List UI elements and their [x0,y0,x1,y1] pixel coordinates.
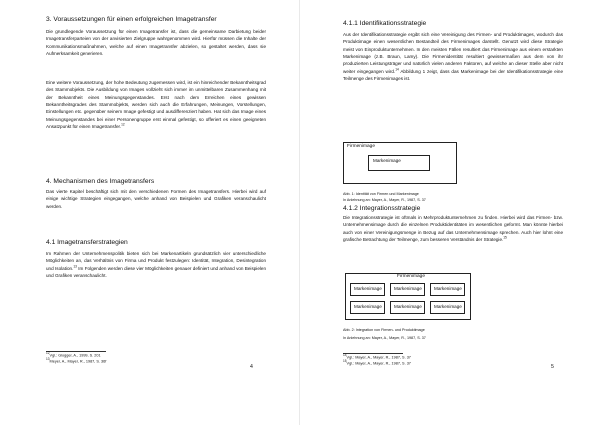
footnote-12 [46,353,101,358]
footnote-14 [343,355,411,360]
figure-2-markenimage-box-2 [390,283,425,296]
footnote-separator [46,351,106,352]
right-page [300,0,600,425]
section-4-1-1-paragraph [343,31,563,82]
figure-2-source: In Anlehnung an: Mayer, A., Mayer, R., 1987, S. 37 [343,336,426,340]
footnote-ref-14: 14 [395,67,399,72]
figure-2-cell-label: Markenimage [434,286,462,291]
figure-2-outer-label: Firmenimage [397,274,425,279]
section-3-paragraph-2-text: Eine weitere Voraussetzung, der hohe Bedeutung zugemessen wird, ist ein hinreichender Bekanntheitsgrad des Stammobjekts. Die Ausbildung von Images vollzieht sich immer im unmittelbaren Zusammenhang mit der Bekanntheit eines Meinungsgegenstandes. Erst nach dem Erreichen eines gewissen Bekanntheitsgrades des Stammobjekts, werden sich auch die Erfahrungen, Meinungen, Vorstellungen, Einstellungen etc. gegenüber seinem Image gefestigt und ausdifferenziert haben. Hat sich das Image eines Meinungsgegenstandes bei einer Personengruppe erst einmal gefestigt, so offeriert es einen geeigneten Ansatzpunkt für einen Imagetransfer. [46,80,266,130]
footnote-separator [343,353,403,354]
section-4-paragraph: Das vierte Kapitel beschäftigt sich mit den verschiedenen Formen des Imagetransfers. Hierbei wird auf einige wichtige Strategien eingegangen, welche anhand von Beispielen und Grafiken veranschaulicht werden. [46,189,266,209]
figure-2-cell-label: Markenimage [354,304,382,309]
figure-1-markenimage-box [368,155,430,171]
section-3-paragraph-1: Die grundlegende Voraussetzung für einen Imagetransfer ist, dass die gemeinsame Darbietung beider Imagetransferparteien von der anvisierten Zielgruppe wahrgenommen wird. Hierfür müssen die Inhalte der Kommunikationsmaßnahmen, welche auf einen Imagetransfer abzielen, so gestaltet werden, dass sie Aufmerksamkeit generieren. [46,29,266,57]
figure-2-firmenimage-box [345,273,471,320]
figure-1-outer-label: Firmenimage [347,144,375,149]
footnote-13 [46,359,106,364]
figure-1-caption: Abb. 1: Identität von Firmen und Markenimage [343,192,419,196]
figure-1-source: In Anlehnung an: Mayer, A., Mayer, R., 1987, S. 37 [343,198,426,202]
section-4-1-1-paragraph-tail: Abbildung 1 zeigt, dass das Markenimage bei der Identifikationsstrategie eine Teilmenge des Firmenimages ist. [343,68,563,82]
left-page-body [46,16,266,386]
section-4-1-paragraph [46,250,266,279]
section-4-1-2-paragraph [343,214,563,243]
figure-1-firmenimage-box [343,142,457,184]
footnote-14-number: 14 [343,353,347,357]
section-4-1-2-heading: 4.1.2 Integrationsstrategie [343,205,421,212]
section-4-heading: 4. Mechanismen des Imagetransfers [46,178,155,185]
figure-2-markenimage-box-3 [430,283,465,296]
section-4-1-1-paragraph-text: Aus der Identifikationsstrategie ergibt sich eine Vereinigung des Firmen- und Produktimages, wodurch das Produktimage einen wesentlichen Bestandteil des Firmenimages darstellt. Genutzt wird diese Strategie meist von Einproduktunternehmen. In den meisten Fällen resultiert das Firmenimage aus einem erstarkten Markenimage (z.B. Braun, Lamy). Die Firmenidentität resultiert gewissermaßen aus dem von ihr produzierten Leistungsträger und natürlich vielen anderen Faktoren, auf welche an dieser Stelle aber nicht weiter eingegangen wird. [343,32,563,74]
section-4-1-paragraph-tail: Im Folgenden werden diese vier Möglichkeiten genauer definiert und anhand von Beispielen und Grafiken veranschaulicht. [46,265,267,279]
footnote-ref-15: 15 [503,235,507,240]
figure-2-markenimage-box-5 [390,301,425,314]
section-4-1-paragraph-text: Im Rahmen der Unternehmenspolitik bieten sich bei Markenartikeln grundsätzlich vier unterschiedliche Möglichkeiten an, das Verhältnis von Firma und Produkt festzulegen: Identität, Integration, Desintegration und Isolation. [46,251,266,271]
footnote-15-number: 15 [343,359,347,363]
section-4-1-heading: 4.1 Imagetransferstrategien [46,239,128,246]
figure-2-cell-label: Markenimage [394,286,422,291]
figure-2-caption: Abb. 2: Integration von Firmen- und Produktimage [343,328,425,332]
figure-2-cell-label: Markenimage [394,304,422,309]
figure-2-cell-label: Markenimage [354,286,382,291]
footnote-13-number: 13 [46,357,50,361]
footnote-15-text: Vgl.: Mayer, A., Mayer, R., 1987, S. 37 [346,361,411,366]
figure-1-inner-label: Markenimage [373,158,401,163]
footnote-12-number: 12 [46,351,50,355]
section-4-1-1-heading: 4.1.1 Identifikationsstrategie [343,20,427,27]
section-3-heading: 3. Voraussetzungen für einen erfolgreichen Imagetransfer [46,16,217,23]
footnote-15 [343,361,411,366]
footnote-13-text: Meyer, A., Mayer, R., 1987, S. 36f [49,359,107,364]
figure-2-cell-label: Markenimage [434,304,462,309]
figure-2-markenimage-box-1 [350,283,385,296]
footnote-14-text: Vgl.: Mayer, A., Mayer, R., 1987, S. 37 [346,355,411,360]
figure-2-markenimage-box-6 [430,301,465,314]
section-4-1-2-paragraph-text: Die Integrationsstrategie ist oftmals in Mehrproduktunternehmen zu finden. Hierbei wird das Firmen- bzw. Unternehmensimage durch die einzelnen Produktidentitäten im wesentlichen geformt. Man könnte hierbei auch von einer Vereinigungsmenge in Bezug auf das Unternehmensimage sprechen. Auch hier lohnt eine grafische Betrachtung der Teilmenge, zum besseren Verständnis der Strategie. [343,215,563,243]
footnote-12-text: Vgl.: Glogger, A., 1999, S. 201 [49,353,101,358]
figure-2-markenimage-box-4 [350,301,385,314]
footnote-ref-12: 12 [121,122,125,127]
page-number: 5 [551,364,554,370]
section-3-paragraph-2 [46,79,266,130]
footnote-ref-13: 13 [73,264,77,269]
page-number: 4 [250,364,253,370]
